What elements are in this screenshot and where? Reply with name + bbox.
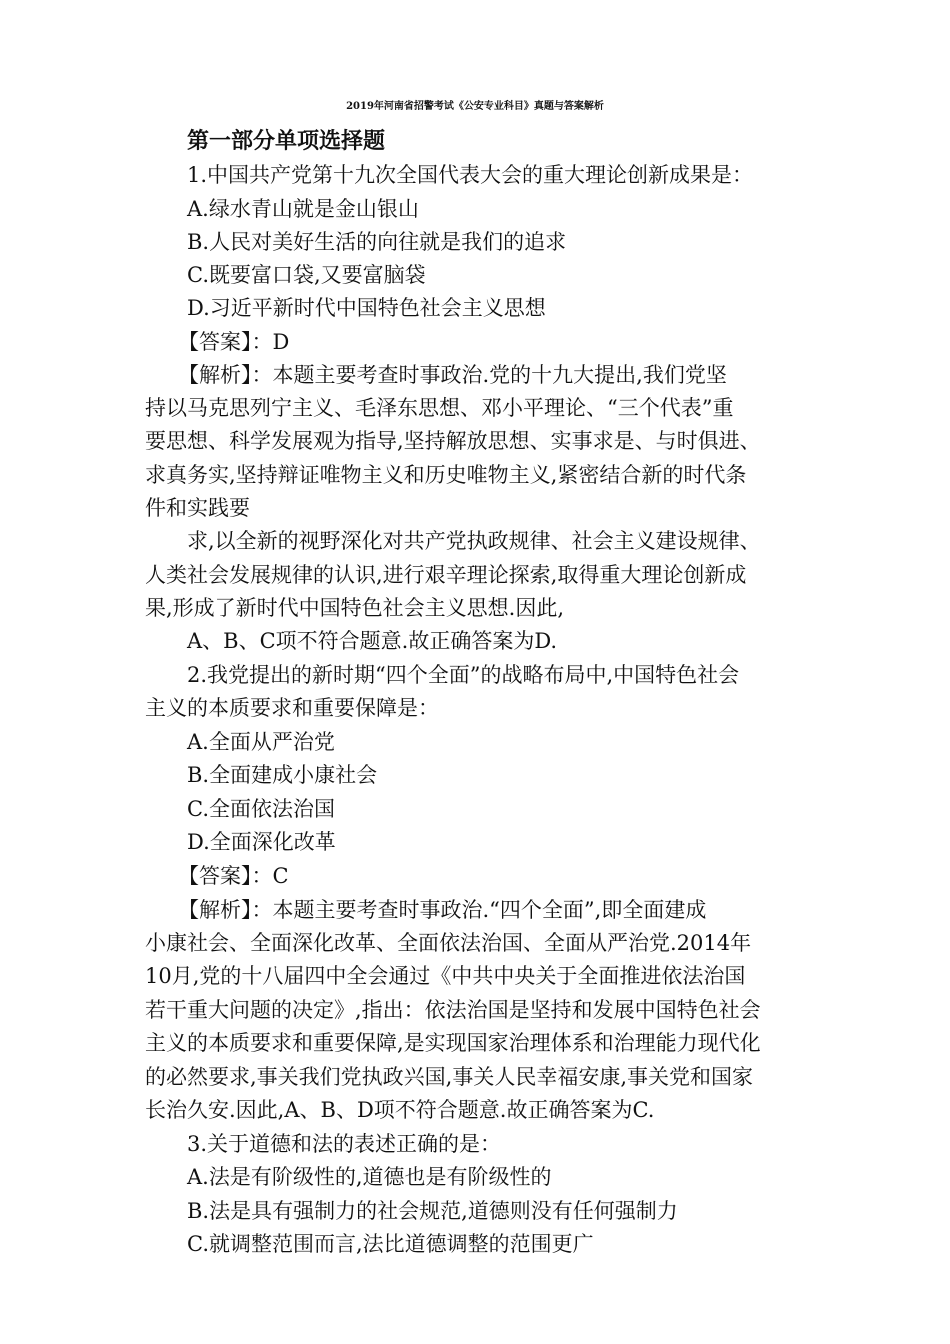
question-3-option-b: B.法是具有强制力的社会规范,道德则没有任何强制力 [187, 1199, 678, 1223]
question-1-analysis-line: 持以马克思列宁主义、毛泽东思想、邓小平理论、“三个代表”重 [145, 396, 734, 420]
question-2-analysis-line: 【解析】：本题主要考查时事政治.“四个全面”,即全面建成 [178, 898, 707, 922]
question-1-analysis-line: A、B、C项不符合题意.故正确答案为D. [187, 629, 558, 653]
question-2-analysis-line: 10月,党的十八届四中全会通过《中共中央关于全面推进依法治国 [145, 964, 746, 988]
question-2-analysis-line: 主义的本质要求和重要保障,是实现国家治理体系和治理能力现代化 [145, 1031, 761, 1055]
question-3-option-c: C.就调整范围而言,法比道德调整的范围更广 [187, 1232, 594, 1256]
question-1-analysis-line: 【解析】：本题主要考查时事政治.党的十九大提出,我们党坚 [178, 363, 727, 387]
question-2-option-b: B.全面建成小康社会 [187, 763, 378, 787]
question-1-analysis-line: 要思想、科学发展观为指导,坚持解放思想、实事求是、与时俱进、 [145, 429, 761, 453]
question-1-option-d: D.习近平新时代中国特色社会主义思想 [187, 296, 546, 320]
question-2-option-a: A.全面从严治党 [187, 730, 335, 754]
question-1-analysis-line: 件和实践要 [145, 496, 250, 520]
question-1-analysis-line: 求,以全新的视野深化对共产党执政规律、社会主义建设规律、 [187, 529, 761, 553]
question-1-stem: 1.中国共产党第十九次全国代表大会的重大理论创新成果是： [187, 163, 754, 187]
question-1-option-c: C.既要富口袋,又要富脑袋 [187, 263, 426, 287]
question-2-stem: 主义的本质要求和重要保障是： [145, 696, 439, 720]
question-1-answer: 【答案】：D [178, 330, 290, 354]
question-1-analysis-line: 果,形成了新时代中国特色社会主义思想.因此, [145, 596, 565, 620]
question-2-analysis-line: 若干重大问题的决定》,指出：依法治国是坚持和发展中国特色社会 [145, 998, 761, 1022]
question-2-analysis-line: 的必然要求,事关我们党执政兴国,事关人民幸福安康,事关党和国家 [145, 1065, 754, 1089]
question-1-option-a: A.绿水青山就是金山银山 [187, 197, 419, 221]
question-1-option-b: B.人民对美好生活的向往就是我们的追求 [187, 230, 567, 254]
question-3-stem: 3.关于道德和法的表述正确的是： [187, 1132, 502, 1156]
question-2-answer: 【答案】：C [178, 864, 289, 888]
document-title: 2019年河南省招警考试《公安专业科目》真题与答案解析 [346, 101, 604, 112]
question-2-analysis-line: 长治久安.因此,A、B、D项不符合题意.故正确答案为C. [145, 1098, 655, 1122]
section-heading: 第一部分单项选择题 [187, 128, 386, 154]
question-2-analysis-line: 小康社会、全面深化改革、全面依法治国、全面从严治党.2014年 [145, 931, 752, 955]
question-1-analysis-line: 人类社会发展规律的认识,进行艰辛理论探索,取得重大理论创新成 [145, 563, 747, 587]
question-2-option-d: D.全面深化改革 [187, 830, 336, 854]
question-2-option-c: C.全面依法治国 [187, 797, 335, 821]
question-2-stem: 2.我党提出的新时期“四个全面”的战略布局中,中国特色社会 [187, 663, 740, 687]
question-1-analysis-line: 求真务实,坚持辩证唯物主义和历史唯物主义,紧密结合新的时代条 [145, 463, 747, 487]
question-3-option-a: A.法是有阶级性的,道德也是有阶级性的 [187, 1165, 552, 1189]
